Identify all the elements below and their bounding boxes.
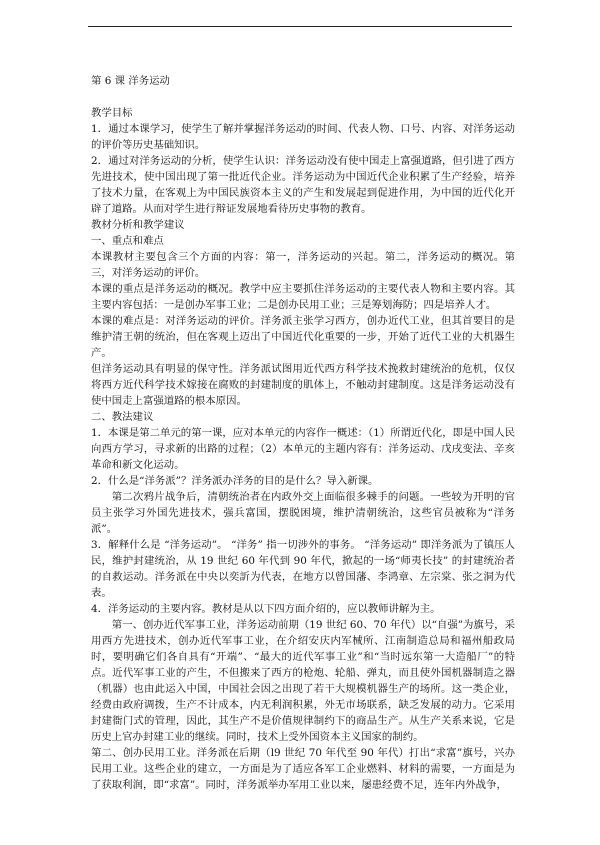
document-body	[91, 73, 515, 793]
analysis-heading: 教材分析和教学建议	[91, 219, 185, 231]
section-2-p4: 3．解释什么是 “洋务运动”。 “洋务” 指一切涉外的事务。 “洋务运动” 即洋务派为了镇压人民，维护封建统治，从 19 世纪 60 年代到 90 年代，掀起的一场“师夷长技” 的封建统治者的自救运动。洋务派在中央以奕訢为代表，在地方以曾国藩、李鸿章、左宗棠、张之洞为代表。	[91, 539, 515, 599]
section-2-p7: 第二、创办民用工业。洋务派在后期（l9 世纪 70 年代至 90 年代）打出“求富”旗号，兴办民用工业。这些企业的建立，一方面是为了适应各军工企业燃料、材料的需要，一方面是为了获取利润，即“求富”。同时，洋务派举办军用工业以来，屡患经费不足，连年内外战争，	[91, 747, 515, 791]
section-2-p1: 1．本课是第二单元的第一课，应对本单元的内容作一概述：（1）所谓近代化，即是中国人民向西方学习，寻求新的出路的过程；（2）本单元的主题内容有：洋务运动、戊戌变法、辛亥革命和新文化运动。	[91, 427, 515, 471]
section-2-p3: 第二次鸦片战争后，清朝统治者在内政外交上面临很多棘手的问题。一些较为开明的官员主张学习外国先进技术，强兵富国，摆脱困境，维护清朝统治，这些官员被称为“洋务派”。	[91, 491, 515, 535]
section-1-p1: 本课教材主要包含三个方面的内容：第一，洋务运动的兴起。第二，洋务运动的概况。第三，对洋务运动的评价。	[91, 251, 515, 279]
section-2-p6: 第一、创办近代军事工业，洋务运动前期（19 世纪 60、70 年代）以“自强”为旗号，采用西方先进技术，创办近代军事工业，在介绍安庆内军械所、江南制造总局和福州船政局时，要明确它们各自具有“开端”、“最大的近代军事工业”和“当时远东第一大造船厂”的特点。近代军事工业的产生，不但搬来了西方的枪炮、轮船、弹丸，而且使外国机器制造之器（机器）也由此运入中国，中国社会因之出现了若干大规模机器生产的场所。这一类企业，经费由政府调拨，生产不计成本，内无利润积累，外无市场联系，缺乏发展的动力。它采用封建衙门式的管理，因此，其生产不是价值规律制约下的商品生产。从生产关系来说，它是历史上官办封建工业的继续。同时，技术上受外国资本主义国家的制约。	[91, 619, 515, 743]
section-1-heading: 一、重点和难点	[91, 235, 164, 247]
section-2-heading: 二、教法建议	[91, 411, 154, 423]
goals-heading: 教学目标	[91, 107, 133, 119]
content-blocks	[91, 105, 515, 793]
section-2-p5: 4．洋务运动的主要内容。教材是从以下四方面介绍的，应以教师讲解为主。	[91, 603, 441, 615]
lesson-title: 第 6 课 洋务运动	[91, 75, 170, 87]
section-1-p3: 本课的难点是：对洋务运动的评价。洋务派主张学习西方，创办近代工业，但其首要目的是维护清王朝的统治，但在客观上迈出了中国近代化重要的一步，开始了近代工业的大机器生产。	[91, 315, 515, 359]
section-1-p4: 但洋务运动具有明显的保守性。洋务派试图用近代西方科学技术挽救封建统治的危机，仅仅将西方近代科学技术嫁接在腐败的封建制度的肌体上，不触动封建制度。这是洋务运动没有使中国走上富强道路的根本原因。	[91, 363, 515, 407]
goal-1: 1．通过本课学习，使学生了解并掌握洋务运动的时间、代表人物、口号、内容、对洋务运动的评价等历史基础知识。	[91, 123, 515, 151]
section-2-p2: 2．什么是“洋务派”？洋务派办洋务的目的是什么？导入新课。	[91, 475, 379, 487]
goal-2: 2．通过对洋务运动的分析，使学生认识：洋务运动没有使中国走上富强道路，但引进了西方先进技术，使中国出现了第一批近代企业。洋务运动为中国近代企业积累了生产经验，培养了技术力量，在客观上为中国民族资本主义的产生和发展起到促进作用，为中国的近代化开辟了道路。从而对学生进行辩证发展地看待历史事物的教育。	[91, 155, 515, 215]
header-rule	[88, 26, 512, 27]
section-1-p2: 本课的重点是洋务运动的概况。教学中应主要抓住洋务运动的主要代表人物和主要内容。其主要内容包括：一是创办军事工业；二是创办民用工业；三是筹划海防；四是培养人才。	[91, 283, 515, 311]
